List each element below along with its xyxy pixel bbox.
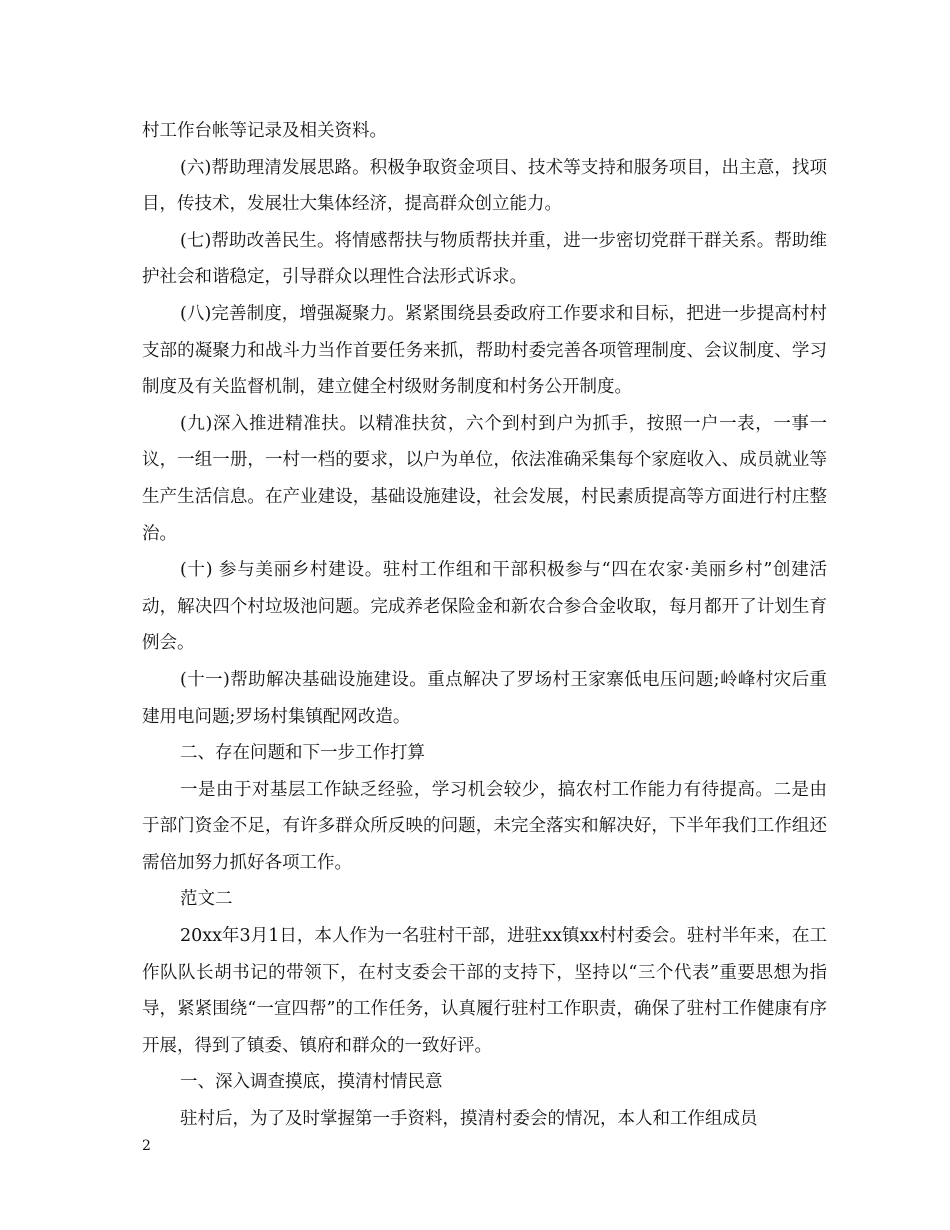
paragraph-continuation: 村工作台帐等记录及相关资料。 xyxy=(142,121,387,141)
paragraph-item-9: (九)深入推进精准扶。以精准扶贫，六个到村到户为抓手，按照一户一表，一事一议，一组一册，一村一档的要求，以户为单位，依法准确采集每个家庭收入、成员就业等生产生活信息。在产业建设，基础设施建设，社会发展，村民素质提高等方面进行村庄整治。 xyxy=(142,413,827,544)
paragraph-item-8: (八)完善制度，增强凝聚力。紧紧围绕县委政府工作要求和目标，把进一步提高村村支部的凝聚力和战斗力当作首要任务来抓，帮助村委完善各项管理制度、会议制度、学习制度及有关监督机制，建立健全村级财务制度和村务公开制度。 xyxy=(142,303,827,398)
paragraph-item-10: (十) 参与美丽乡村建设。驻村工作组和干部积极参与“四在农家·美丽乡村”创建活动，解决四个村垃圾池问题。完成养老保险金和新农合参合金收取，每月都开了计划生育例会。 xyxy=(142,560,827,654)
paragraph-sample-two-intro: 20xx年3月1日，本人作为一名驻村干部，进驻xx镇xx村村委会。驻村半年来，在工作队队长胡书记的带领下，在村支委会干部的支持下，坚持以“三个代表”重要思想为指导，紧紧围绕“一宣四帮”的工作任务，认真履行驻村工作职责，确保了驻村工作健康有序开展，得到了镇委、镇府和群众的一致好评。 xyxy=(142,926,827,1056)
paragraph-item-11: (十一)帮助解决基础设施建设。重点解决了罗场村王家寨低电压问题;岭峰村灾后重建用电问题;罗场村集镇配网改造。 xyxy=(142,669,827,727)
paragraph-item-7: (七)帮助改善民生。将情感帮扶与物质帮扶并重，进一步密切党群干群关系。帮助维护社会和谐稳定，引导群众以理性合法形式诉求。 xyxy=(142,230,827,288)
section-heading-problems: 二、存在问题和下一步工作打算 xyxy=(180,743,425,764)
section-heading-investigation: 一、深入调查摸底，摸清村情民意 xyxy=(180,1072,443,1093)
paragraph-problems: 一是由于对基层工作缺乏经验，学习机会较少，搞农村工作能力有待提高。二是由于部门资金不足，有许多群众所反映的问题，未完全落实和解决好，下半年我们工作组还需倍加努力抓好各项工作。 xyxy=(142,779,827,873)
document-body xyxy=(142,113,827,1138)
sample-heading-two: 范文二 xyxy=(180,889,233,910)
paragraph-item-6: (六)帮助理清发展思路。积极争取资金项目、技术等支持和服务项目，出主意，找项目，传技术，发展壮大集体经济，提高群众创立能力。 xyxy=(142,157,827,215)
page-number: 2 xyxy=(142,1138,151,1154)
paragraph-investigation: 驻村后，为了及时掌握第一手资料，摸清村委会的情况，本人和工作组成员 xyxy=(180,1109,758,1130)
